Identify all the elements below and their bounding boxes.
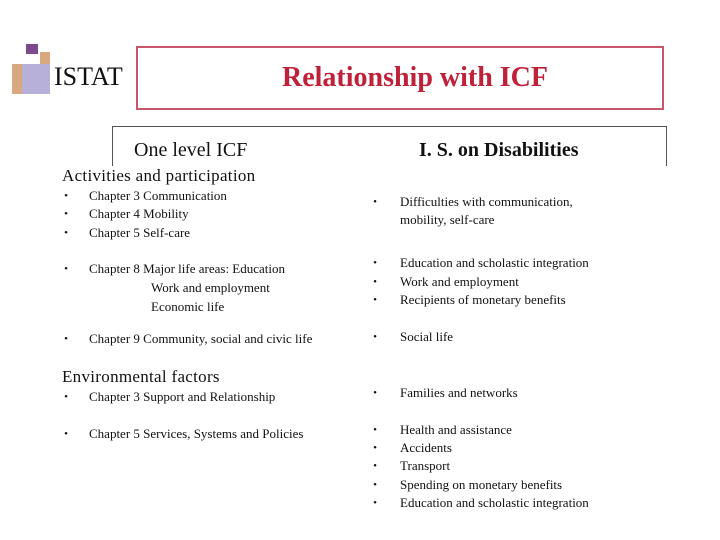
left-item-chapter5: Chapter 5 Self-care <box>89 225 191 240</box>
bullet-icon: • <box>373 294 377 306</box>
section-heading-activities: Activities and participation <box>62 166 256 185</box>
bullet-icon: • <box>64 190 68 202</box>
bullet-icon: • <box>64 428 68 440</box>
left-item-chapter3: Chapter 3 Communication <box>89 188 227 203</box>
left-item-chapter9: Chapter 9 Community, social and civic life <box>89 331 313 346</box>
bullet-icon: • <box>373 387 377 399</box>
right-item-difficulties <box>400 193 573 229</box>
section-heading-environmental: Environmental factors <box>62 367 220 386</box>
right-item-spending: Spending on monetary benefits <box>400 477 563 492</box>
page-title: Relationship with ICF <box>281 62 549 93</box>
bullet-icon: • <box>64 227 68 239</box>
bullet-icon: • <box>373 460 377 472</box>
right-item-transport: Transport <box>400 458 451 473</box>
bullet-icon: • <box>64 208 68 220</box>
right-item-education-integration: Education and scholastic integration <box>400 495 589 510</box>
bullet-icon: • <box>373 257 377 269</box>
right-column-heading: I. S. on Disabilities <box>419 139 579 161</box>
left-item-chapter4: Chapter 4 Mobility <box>89 206 189 221</box>
right-item-social-life: Social life <box>400 329 454 344</box>
right-item-accidents: Accidents <box>400 440 452 455</box>
right-item-work: Work and employment <box>400 274 519 289</box>
right-item-health: Health and assistance <box>400 422 512 437</box>
left-item-env-chapter3: Chapter 3 Support and Relationship <box>89 389 276 404</box>
left-item-chapter8-work: Work and employment <box>151 280 270 295</box>
bullet-icon: • <box>373 276 377 288</box>
right-item-line: Difficulties with communication, <box>400 194 573 209</box>
left-column-heading: One level ICF <box>134 139 248 161</box>
left-item-chapter8-economic: Economic life <box>151 299 225 314</box>
right-item-line: mobility, self-care <box>400 212 495 227</box>
bullet-icon: • <box>373 497 377 509</box>
bullet-icon: • <box>373 479 377 491</box>
istat-logo-icon <box>12 44 52 94</box>
left-item-chapter8: Chapter 8 Major life areas: Education <box>89 261 286 276</box>
bullet-icon: • <box>373 331 377 343</box>
logo-text: ISTAT <box>54 62 123 91</box>
bullet-icon: • <box>64 333 68 345</box>
left-item-env-chapter5: Chapter 5 Services, Systems and Policies <box>89 426 304 441</box>
right-item-education: Education and scholastic integration <box>400 255 589 270</box>
bullet-icon: • <box>373 196 377 208</box>
bullet-icon: • <box>373 424 377 436</box>
right-item-monetary-recipients: Recipients of monetary benefits <box>400 292 566 307</box>
bullet-icon: • <box>64 263 68 275</box>
bullet-icon: • <box>64 391 68 403</box>
right-item-families: Families and networks <box>400 385 518 400</box>
bullet-icon: • <box>373 442 377 454</box>
